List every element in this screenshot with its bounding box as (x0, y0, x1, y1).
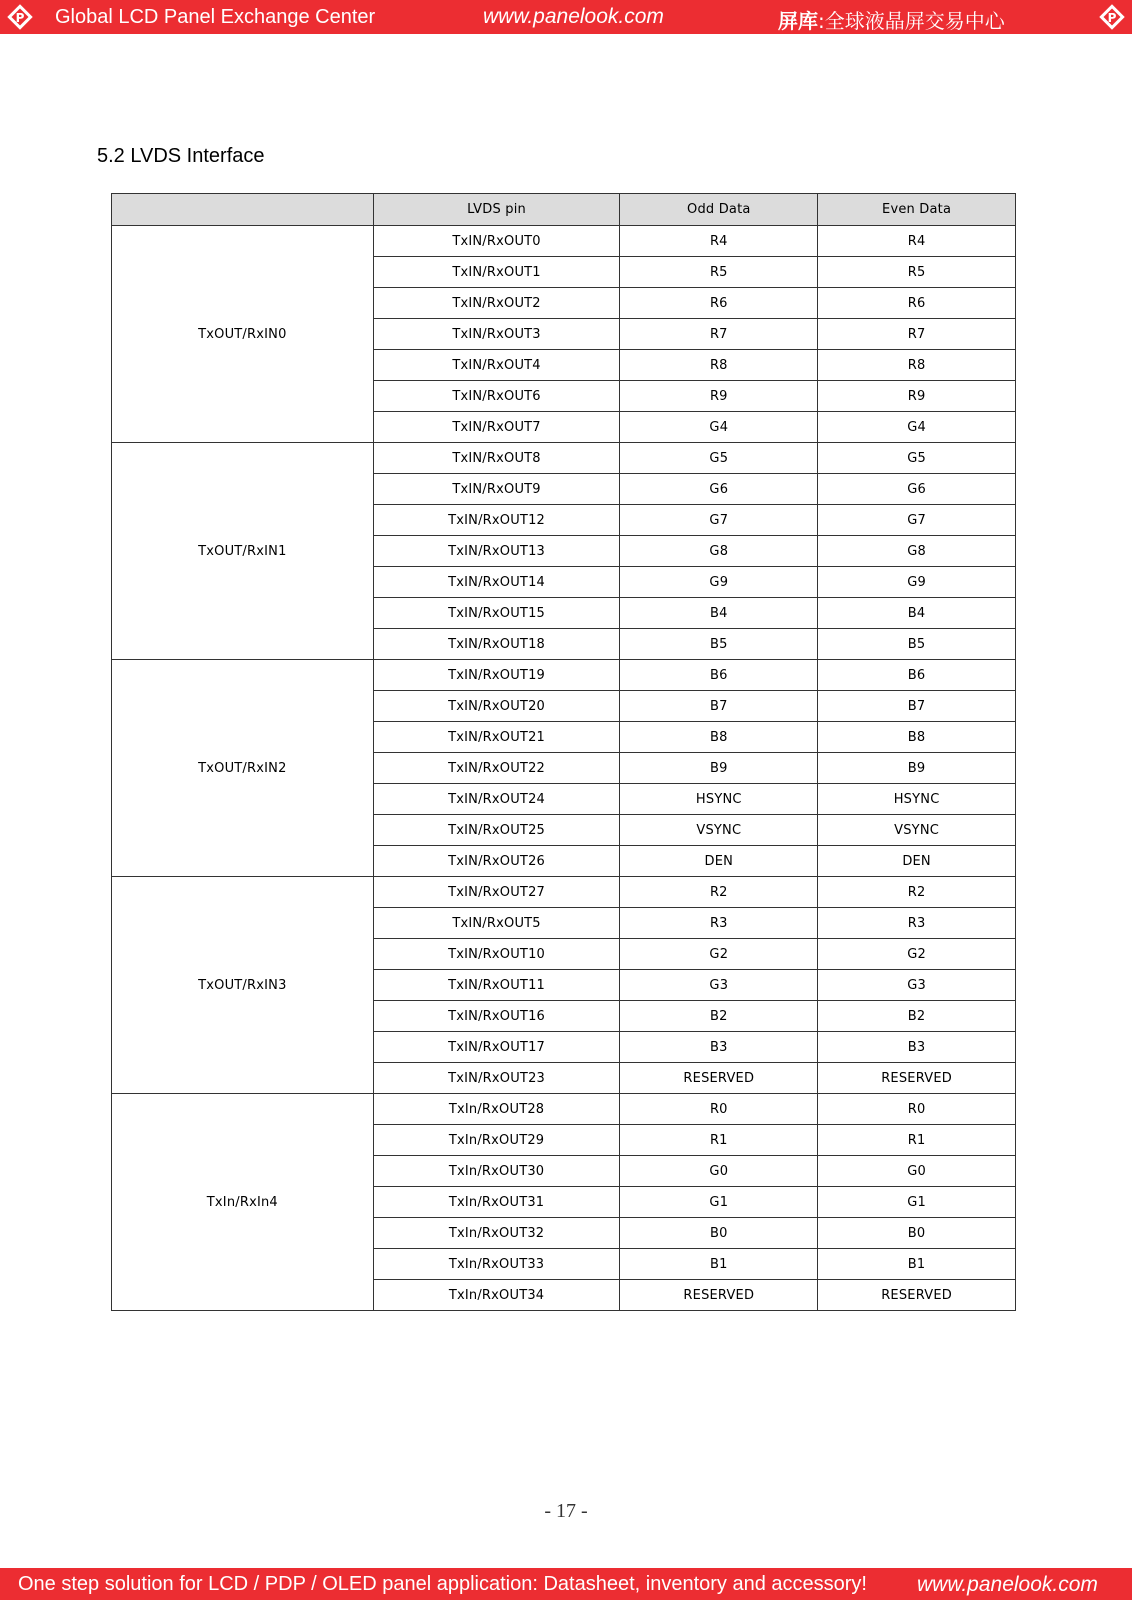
odd-data-cell: RESERVED (620, 1063, 818, 1094)
lvds-pin-cell: TxIN/RxOUT24 (373, 784, 620, 815)
footer-url-link[interactable]: www.panelook.com (917, 1573, 1098, 1596)
panelook-logo-icon (1098, 3, 1126, 31)
even-data-cell: RESERVED (818, 1063, 1016, 1094)
odd-data-cell: R9 (620, 381, 818, 412)
odd-data-cell: VSYNC (620, 815, 818, 846)
odd-data-cell: G2 (620, 939, 818, 970)
header-cn-brand (778, 5, 1005, 34)
even-data-cell: R1 (818, 1125, 1016, 1156)
even-data-cell: G0 (818, 1156, 1016, 1187)
odd-data-cell: B2 (620, 1001, 818, 1032)
column-header: Odd Data (620, 194, 818, 226)
odd-data-cell: R6 (620, 288, 818, 319)
lvds-pin-cell: TxIN/RxOUT12 (373, 505, 620, 536)
lvds-pin-cell: TxIn/RxOUT33 (373, 1249, 620, 1280)
lvds-pin-cell: TxIN/RxOUT4 (373, 350, 620, 381)
column-header: Even Data (818, 194, 1016, 226)
even-data-cell: R0 (818, 1094, 1016, 1125)
section-title: 5.2 LVDS Interface (97, 145, 265, 167)
even-data-cell: G5 (818, 443, 1016, 474)
odd-data-cell: G6 (620, 474, 818, 505)
odd-data-cell: B3 (620, 1032, 818, 1063)
table-body (112, 226, 1016, 1311)
lvds-pin-cell: TxIN/RxOUT18 (373, 629, 620, 660)
lvds-pin-cell: TxIn/RxOUT34 (373, 1280, 620, 1311)
lvds-pin-cell: TxIN/RxOUT3 (373, 319, 620, 350)
lvds-pin-cell: TxIn/RxOUT32 (373, 1218, 620, 1249)
even-data-cell: G4 (818, 412, 1016, 443)
odd-data-cell: DEN (620, 846, 818, 877)
even-data-cell: B5 (818, 629, 1016, 660)
group-name-cell: TxOUT/RxIN1 (112, 443, 374, 660)
lvds-pin-cell: TxIN/RxOUT1 (373, 257, 620, 288)
odd-data-cell: G9 (620, 567, 818, 598)
even-data-cell: R5 (818, 257, 1016, 288)
odd-data-cell: B0 (620, 1218, 818, 1249)
top-banner (0, 0, 1132, 34)
odd-data-cell: B1 (620, 1249, 818, 1280)
even-data-cell: RESERVED (818, 1280, 1016, 1311)
lvds-pin-cell: TxIN/RxOUT0 (373, 226, 620, 257)
odd-data-cell: B7 (620, 691, 818, 722)
even-data-cell: G3 (818, 970, 1016, 1001)
even-data-cell: G6 (818, 474, 1016, 505)
lvds-pin-cell: TxIN/RxOUT8 (373, 443, 620, 474)
even-data-cell: B0 (818, 1218, 1016, 1249)
even-data-cell: G7 (818, 505, 1016, 536)
even-data-cell: HSYNC (818, 784, 1016, 815)
header-title: Global LCD Panel Exchange Center (55, 6, 376, 28)
odd-data-cell: B5 (620, 629, 818, 660)
lvds-pin-cell: TxIN/RxOUT13 (373, 536, 620, 567)
lvds-pin-cell: TxIN/RxOUT11 (373, 970, 620, 1001)
even-data-cell: B1 (818, 1249, 1016, 1280)
lvds-pin-cell: TxIN/RxOUT21 (373, 722, 620, 753)
even-data-cell: B6 (818, 660, 1016, 691)
lvds-pin-cell: TxIN/RxOUT5 (373, 908, 620, 939)
header-url-link[interactable]: www.panelook.com (483, 5, 664, 28)
odd-data-cell: R3 (620, 908, 818, 939)
bottom-banner (0, 1568, 1132, 1600)
odd-data-cell: R1 (620, 1125, 818, 1156)
even-data-cell: G8 (818, 536, 1016, 567)
cn-tagline: :全球液晶屏交易中心 (818, 9, 1005, 33)
even-data-cell: R7 (818, 319, 1016, 350)
table-row (112, 660, 1016, 691)
table-row (112, 877, 1016, 908)
lvds-pin-cell: TxIN/RxOUT2 (373, 288, 620, 319)
lvds-pin-cell: TxIN/RxOUT16 (373, 1001, 620, 1032)
lvds-pin-cell: TxIN/RxOUT10 (373, 939, 620, 970)
odd-data-cell: G4 (620, 412, 818, 443)
table-row (112, 226, 1016, 257)
even-data-cell: B9 (818, 753, 1016, 784)
lvds-pin-cell: TxIN/RxOUT19 (373, 660, 620, 691)
lvds-pin-cell: TxIN/RxOUT23 (373, 1063, 620, 1094)
odd-data-cell: G8 (620, 536, 818, 567)
svg-text:P: P (15, 11, 25, 25)
lvds-pin-cell: TxIN/RxOUT20 (373, 691, 620, 722)
lvds-pin-cell: TxIN/RxOUT15 (373, 598, 620, 629)
table-header-row (112, 194, 1016, 226)
even-data-cell: VSYNC (818, 815, 1016, 846)
lvds-pin-cell: TxIn/RxOUT31 (373, 1187, 620, 1218)
lvds-pin-cell: TxIn/RxOUT28 (373, 1094, 620, 1125)
lvds-pin-cell: TxIn/RxOUT29 (373, 1125, 620, 1156)
even-data-cell: B7 (818, 691, 1016, 722)
panelook-logo-icon (6, 3, 34, 31)
footer-text: One step solution for LCD / PDP / OLED panel application: Datasheet, inventory and accessory! (18, 1573, 867, 1595)
group-name-cell: TxOUT/RxIN2 (112, 660, 374, 877)
odd-data-cell: G0 (620, 1156, 818, 1187)
even-data-cell: R3 (818, 908, 1016, 939)
page-number: - 17 - (544, 1500, 588, 1522)
lvds-pin-cell: TxIN/RxOUT25 (373, 815, 620, 846)
odd-data-cell: R2 (620, 877, 818, 908)
odd-data-cell: R5 (620, 257, 818, 288)
even-data-cell: R6 (818, 288, 1016, 319)
lvds-pin-cell: TxIN/RxOUT27 (373, 877, 620, 908)
svg-text:P: P (1107, 11, 1117, 25)
even-data-cell: B8 (818, 722, 1016, 753)
table-row (112, 1094, 1016, 1125)
odd-data-cell: R0 (620, 1094, 818, 1125)
odd-data-cell: G3 (620, 970, 818, 1001)
lvds-pin-cell: TxIN/RxOUT9 (373, 474, 620, 505)
odd-data-cell: G1 (620, 1187, 818, 1218)
odd-data-cell: RESERVED (620, 1280, 818, 1311)
even-data-cell: B3 (818, 1032, 1016, 1063)
lvds-pin-cell: TxIN/RxOUT7 (373, 412, 620, 443)
odd-data-cell: B6 (620, 660, 818, 691)
column-header: LVDS pin (373, 194, 620, 226)
odd-data-cell: HSYNC (620, 784, 818, 815)
even-data-cell: R9 (818, 381, 1016, 412)
even-data-cell: B4 (818, 598, 1016, 629)
lvds-pin-cell: TxIN/RxOUT22 (373, 753, 620, 784)
odd-data-cell: B9 (620, 753, 818, 784)
even-data-cell: R4 (818, 226, 1016, 257)
even-data-cell: G2 (818, 939, 1016, 970)
odd-data-cell: B4 (620, 598, 818, 629)
lvds-pin-cell: TxIN/RxOUT14 (373, 567, 620, 598)
odd-data-cell: R4 (620, 226, 818, 257)
even-data-cell: G9 (818, 567, 1016, 598)
column-header (112, 194, 374, 226)
cn-brand-name: 屏库 (778, 9, 818, 33)
odd-data-cell: G7 (620, 505, 818, 536)
group-name-cell: TxIn/RxIn4 (112, 1094, 374, 1311)
lvds-pin-cell: TxIN/RxOUT26 (373, 846, 620, 877)
table-row (112, 443, 1016, 474)
odd-data-cell: G5 (620, 443, 818, 474)
group-name-cell: TxOUT/RxIN0 (112, 226, 374, 443)
even-data-cell: DEN (818, 846, 1016, 877)
group-name-cell: TxOUT/RxIN3 (112, 877, 374, 1094)
even-data-cell: G1 (818, 1187, 1016, 1218)
even-data-cell: R2 (818, 877, 1016, 908)
lvds-interface-table (111, 193, 1016, 1311)
lvds-pin-cell: TxIn/RxOUT30 (373, 1156, 620, 1187)
odd-data-cell: R8 (620, 350, 818, 381)
lvds-pin-cell: TxIN/RxOUT6 (373, 381, 620, 412)
odd-data-cell: B8 (620, 722, 818, 753)
even-data-cell: R8 (818, 350, 1016, 381)
odd-data-cell: R7 (620, 319, 818, 350)
even-data-cell: B2 (818, 1001, 1016, 1032)
lvds-pin-cell: TxIN/RxOUT17 (373, 1032, 620, 1063)
